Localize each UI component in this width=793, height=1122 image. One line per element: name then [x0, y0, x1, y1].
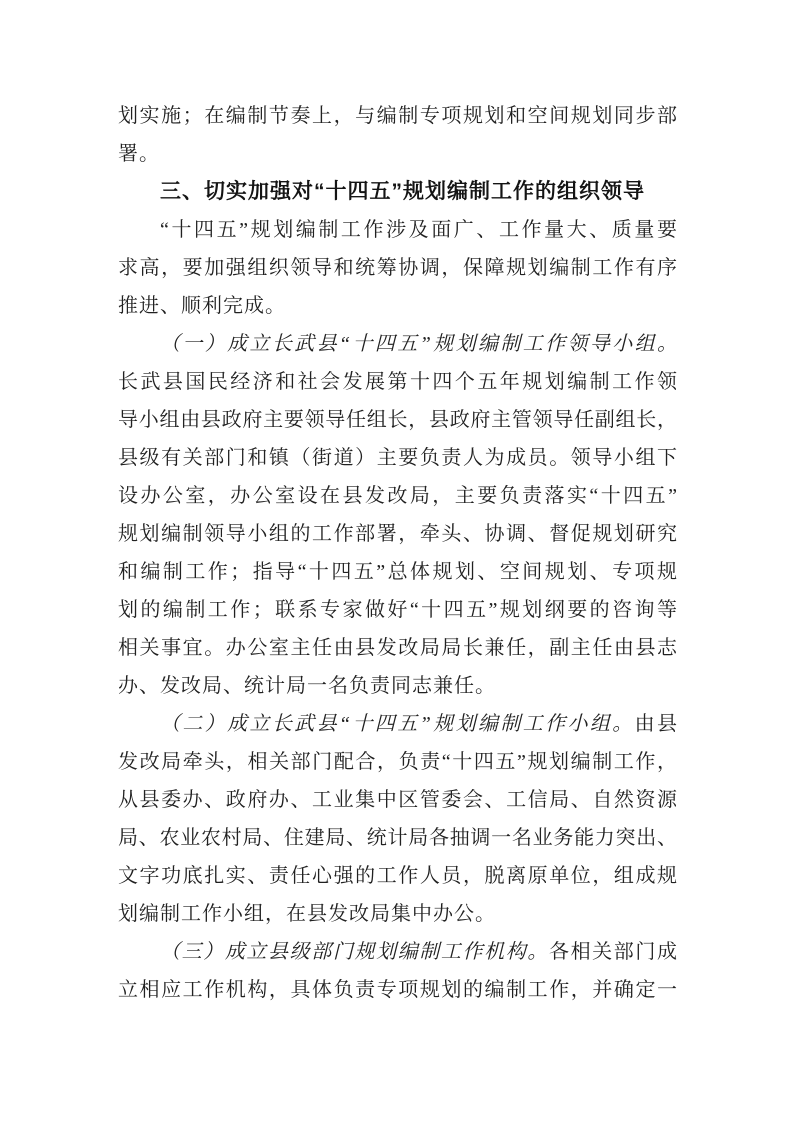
- text-line: [118, 173, 677, 211]
- text-line: [118, 401, 677, 439]
- body-text: 县级有关部门和镇（街道）主要负责人为成员。领导小组下: [118, 447, 677, 469]
- text-line: [118, 363, 677, 401]
- text-line: [118, 705, 677, 743]
- body-text: 划编制工作小组，在县发改局集中办公。: [118, 903, 496, 925]
- text-line: [118, 819, 677, 857]
- paragraph-lead-in: （一）成立长武县“十四五”规划编制工作领导小组。: [160, 333, 677, 355]
- text-line: [118, 781, 677, 819]
- paragraph-lead-in: （二）成立长武县“十四五”规划编制工作小组。: [160, 713, 635, 735]
- text-line: [118, 667, 677, 705]
- section-heading: 三、切实加强对“十四五”规划编制工作的组织领导: [160, 180, 645, 203]
- body-text: 署。: [118, 143, 160, 165]
- text-line: [118, 249, 677, 287]
- body-text: 立相应工作机构，具体负责专项规划的编制工作，并确定一: [118, 979, 677, 1001]
- body-text: 局、农业农村局、住建局、统计局各抽调一名业务能力突出、: [118, 827, 677, 849]
- body-text: 设办公室，办公室设在县发改局，主要负责落实“十四五”: [118, 485, 677, 507]
- document-body: [118, 97, 677, 1009]
- text-line: [118, 325, 677, 363]
- body-text: “十四五”规划编制工作涉及面广、工作量大、质量要: [160, 219, 677, 241]
- body-text: 各相关部门成: [548, 941, 678, 963]
- body-text: 推进、顺利完成。: [118, 295, 286, 317]
- text-line: [118, 971, 677, 1009]
- body-text: 发改局牵头，相关部门配合，负责“十四五”规划编制工作，: [118, 751, 677, 773]
- body-text: 长武县国民经济和社会发展第十四个五年规划编制工作领: [118, 371, 677, 393]
- text-line: [118, 97, 677, 135]
- body-text: 由县: [634, 713, 678, 735]
- body-text: 导小组由县政府主要领导任组长，县政府主管领导任副组长，: [118, 409, 677, 431]
- paragraph-lead-in: （三）成立县级部门规划编制工作机构。: [160, 941, 549, 963]
- body-text: 划实施；在编制节奏上，与编制专项规划和空间规划同步部: [118, 105, 677, 127]
- body-text: 从县委办、政府办、工业集中区管委会、工信局、自然资源: [118, 789, 677, 811]
- body-text: 和编制工作；指导“十四五”总体规划、空间规划、专项规: [118, 561, 677, 583]
- text-line: [118, 477, 677, 515]
- text-line: [118, 591, 677, 629]
- body-text: 求高，要加强组织领导和统筹协调，保障规划编制工作有序: [118, 257, 677, 279]
- text-line: [118, 933, 677, 971]
- text-line: [118, 211, 677, 249]
- body-text: 划的编制工作；联系专家做好“十四五”规划纲要的咨询等: [118, 599, 677, 621]
- text-line: [118, 895, 677, 933]
- text-line: [118, 135, 677, 173]
- body-text: 办、发改局、统计局一名负责同志兼任。: [118, 675, 496, 697]
- text-line: [118, 515, 677, 553]
- text-line: [118, 629, 677, 667]
- text-line: [118, 743, 677, 781]
- body-text: 文字功底扎实、责任心强的工作人员，脱离原单位，组成规: [118, 865, 677, 887]
- text-line: [118, 857, 677, 895]
- body-text: 规划编制领导小组的工作部署，牵头、协调、督促规划研究: [118, 523, 677, 545]
- body-text: 相关事宜。办公室主任由县发改局局长兼任，副主任由县志: [118, 637, 677, 659]
- text-line: [118, 439, 677, 477]
- text-line: [118, 287, 677, 325]
- text-line: [118, 553, 677, 591]
